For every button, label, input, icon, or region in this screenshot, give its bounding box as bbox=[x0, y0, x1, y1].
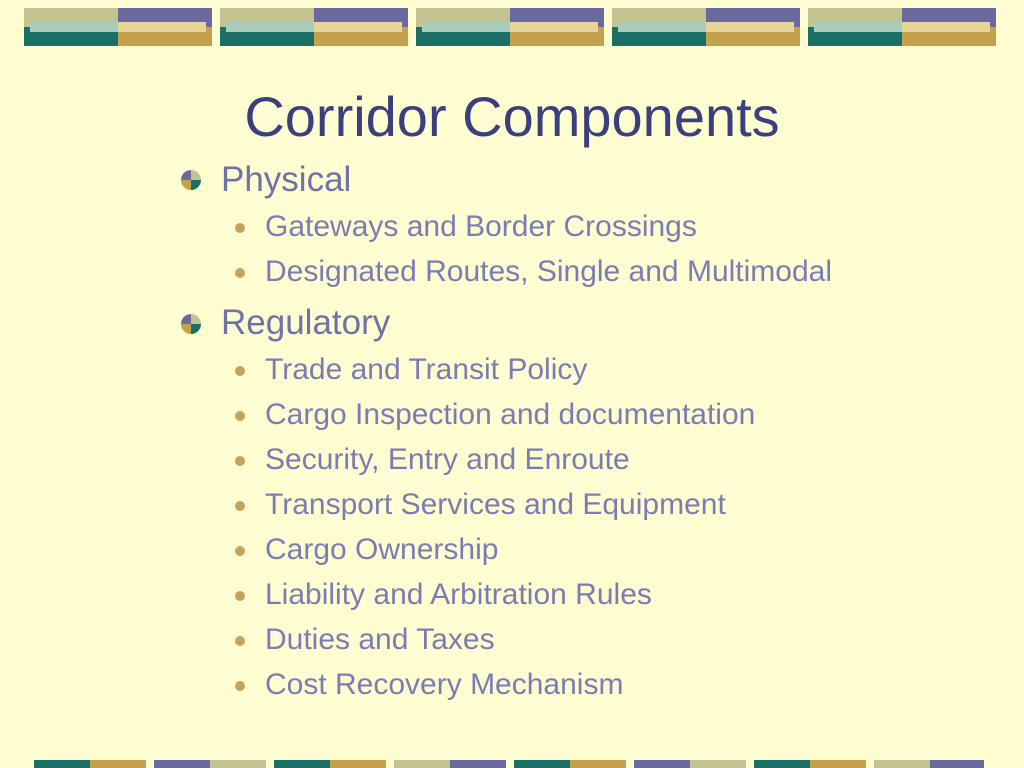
banner-tile bbox=[416, 8, 604, 46]
list-item: Liability and Arbitration Rules bbox=[265, 578, 652, 611]
dot-bullet-icon bbox=[235, 546, 245, 556]
dot-bullet-icon bbox=[235, 636, 245, 646]
dot-bullet-icon bbox=[235, 411, 245, 421]
list-item: Duties and Taxes bbox=[265, 623, 495, 656]
dot-bullet-icon bbox=[235, 223, 245, 233]
dot-bullet-icon bbox=[235, 456, 245, 466]
section-heading-regulatory: Regulatory bbox=[221, 303, 391, 342]
dot-bullet-icon bbox=[235, 591, 245, 601]
section-heading-physical: Physical bbox=[221, 160, 352, 199]
list-item: Security, Entry and Enroute bbox=[265, 443, 630, 476]
list-item: Designated Routes, Single and Multimodal bbox=[265, 255, 832, 288]
dot-bullet-icon bbox=[235, 501, 245, 511]
list-item: Trade and Transit Policy bbox=[265, 353, 588, 386]
top-banner bbox=[24, 8, 998, 46]
slide-title: Corridor Components bbox=[244, 85, 780, 148]
banner-tile bbox=[808, 8, 996, 46]
quadrant-bullet-icon bbox=[181, 314, 201, 334]
list-item: Cargo Ownership bbox=[265, 533, 499, 566]
banner-tile bbox=[24, 8, 212, 46]
list-item: Cargo Inspection and documentation bbox=[265, 398, 756, 431]
quadrant-bullet-icon bbox=[181, 170, 201, 190]
dot-bullet-icon bbox=[235, 366, 245, 376]
dot-bullet-icon bbox=[235, 681, 245, 691]
list-item: Gateways and Border Crossings bbox=[265, 210, 697, 243]
list-item: Transport Services and Equipment bbox=[265, 488, 726, 521]
dot-bullet-icon bbox=[235, 268, 245, 278]
bottom-decorative-strip bbox=[34, 760, 984, 768]
list-item: Cost Recovery Mechanism bbox=[265, 668, 624, 701]
banner-tile bbox=[220, 8, 408, 46]
banner-tile bbox=[612, 8, 800, 46]
